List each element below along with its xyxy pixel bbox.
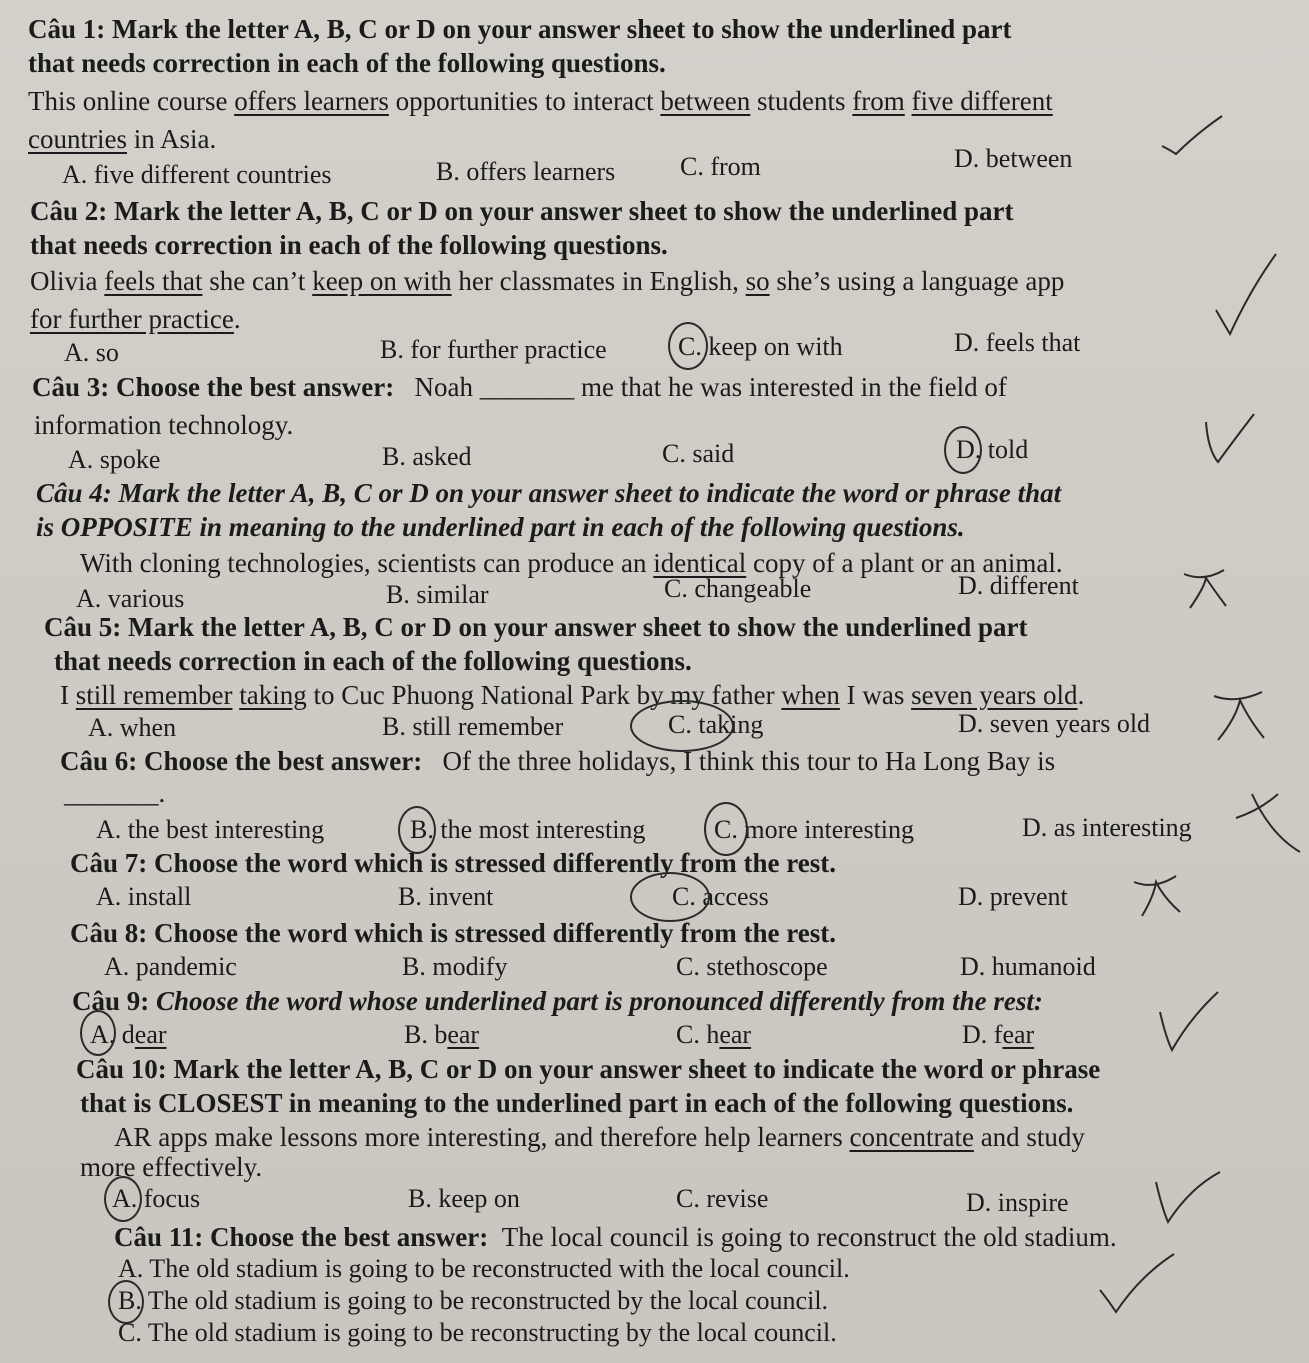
q6-option-b[interactable]: B. the most interesting xyxy=(410,815,646,844)
answer-circle-icon xyxy=(80,1010,116,1056)
q10-title: Câu 10: Mark the letter A, B, C or D on your answer sheet to indicate the word or phrase xyxy=(76,1054,1101,1084)
q8-option-d[interactable]: D. humanoid xyxy=(960,952,1096,981)
q6-blank: _______. xyxy=(64,778,166,808)
q11-sentence: Câu 11: Choose the best answer: The local council is going to reconstruct the old stadium. xyxy=(114,1222,1117,1252)
q9-option-b[interactable]: B. bear xyxy=(404,1020,480,1049)
q5-title: Câu 5: Mark the letter A, B, C or D on your answer sheet to show the underlined part xyxy=(44,612,1028,642)
q5-sentence: I still remember taking to Cuc Phuong National Park by my father when I was seven years old. xyxy=(60,680,1085,710)
q7-option-a[interactable]: A. install xyxy=(96,882,192,911)
answer-circle-icon xyxy=(668,322,708,370)
q9-option-d[interactable]: D. fear xyxy=(962,1020,1035,1049)
q1-sentence: This online course offers learners opportunities to interact between students from five different xyxy=(28,86,1053,116)
q3-option-d[interactable]: D. told xyxy=(956,435,1029,464)
q11-option-c[interactable]: C. The old stadium is going to be reconstructing by the local council. xyxy=(118,1318,837,1347)
q6-option-c[interactable]: C. more interesting xyxy=(714,815,915,844)
checkmark-icon xyxy=(1158,110,1228,160)
q1-underlined-d: between xyxy=(660,86,751,116)
checkmark-icon xyxy=(1156,988,1222,1058)
q2-sentence: Olivia feels that she can’t keep on with her classmates in English, so she’s using a language app xyxy=(30,266,1065,296)
q10-option-d[interactable]: D. inspire xyxy=(966,1188,1069,1217)
q7-title: Câu 7: Choose the word which is stressed differently from the rest. xyxy=(70,848,836,878)
q6-option-a[interactable]: A. the best interesting xyxy=(96,815,325,844)
q5-option-b[interactable]: B. still remember xyxy=(382,712,564,741)
q2-option-a[interactable]: A. so xyxy=(64,338,119,367)
q1-option-b[interactable]: B. offers learners xyxy=(436,157,616,186)
q8-option-a[interactable]: A. pandemic xyxy=(104,952,237,981)
q9-title: Câu 9: Choose the word whose underlined part is pronounced differently from the rest: xyxy=(72,986,1043,1016)
q7-option-c[interactable]: C. access xyxy=(672,882,769,911)
q10-option-b[interactable]: B. keep on xyxy=(408,1184,520,1213)
q8-option-c[interactable]: C. stethoscope xyxy=(676,952,828,981)
q1-option-a[interactable]: A. five different countries xyxy=(62,160,332,189)
q1-underlined-b: offers learners xyxy=(234,86,389,116)
q4-option-a[interactable]: A. various xyxy=(76,584,185,613)
q11-option-b[interactable]: B. The old stadium is going to be reconstructed by the local council. xyxy=(118,1286,829,1315)
q5-option-d[interactable]: D. seven years old xyxy=(958,709,1151,738)
q5-title-2: that needs correction in each of the following questions. xyxy=(54,646,692,676)
q1-option-d[interactable]: D. between xyxy=(954,144,1073,173)
checkmark-icon xyxy=(1210,250,1280,340)
q6-sentence: Câu 6: Choose the best answer: Of the three holidays, I think this tour to Ha Long Bay is xyxy=(60,746,1056,776)
q2-option-d[interactable]: D. feels that xyxy=(954,328,1081,357)
q9-option-a[interactable]: A. dear xyxy=(90,1020,167,1049)
q3-sentence: Câu 3: Choose the best answer: Noah _______ me that he was interested in the field of xyxy=(32,372,1007,402)
q2-title: Câu 2: Mark the letter A, B, C or D on your answer sheet to show the underlined part xyxy=(30,196,1014,226)
q2-option-c[interactable]: C. keep on with xyxy=(678,332,843,361)
q2-sentence-2: for further practice. xyxy=(30,304,241,334)
q3-option-c[interactable]: C. said xyxy=(662,439,735,468)
cross-mark-icon xyxy=(1230,790,1302,860)
checkmark-icon xyxy=(1096,1250,1178,1320)
q8-title: Câu 8: Choose the word which is stressed differently from the rest. xyxy=(70,918,836,948)
q6-option-d[interactable]: D. as interesting xyxy=(1022,813,1192,842)
q5-option-c[interactable]: C. taking xyxy=(668,710,764,739)
q2-option-b[interactable]: B. for further practice xyxy=(380,335,607,364)
q4-title: Câu 4: Mark the letter A, B, C or D on your answer sheet to indicate the word or phrase that xyxy=(36,478,1062,508)
q7-option-d[interactable]: D. prevent xyxy=(958,882,1068,911)
q1-sentence-2: countries in Asia. xyxy=(28,124,217,154)
q11-option-a[interactable]: A. The old stadium is going to be reconstructed with the local council. xyxy=(118,1254,850,1283)
q4-option-b[interactable]: B. similar xyxy=(386,580,489,609)
q10-sentence: AR apps make lessons more interesting, and therefore help learners concentrate and study xyxy=(114,1122,1085,1152)
q1-option-c[interactable]: C. from xyxy=(680,152,761,181)
q10-option-c[interactable]: C. revise xyxy=(676,1184,769,1213)
q3-sentence-2: information technology. xyxy=(34,410,294,440)
q6-title: Câu 6: Choose the best answer: xyxy=(60,746,423,776)
q10-title-2: that is CLOSEST in meaning to the underlined part in each of the following questions. xyxy=(80,1088,1074,1118)
cross-mark-icon xyxy=(1210,690,1270,746)
answer-circle-icon xyxy=(104,1176,142,1222)
q1-title: Câu 1: Mark the letter A, B, C or D on your answer sheet to show the underlined part xyxy=(28,14,1012,44)
cross-mark-icon xyxy=(1130,872,1186,922)
q4-sentence: With cloning technologies, scientists can produce an identical copy of a plant or an animal. xyxy=(80,548,1063,578)
q9-option-c[interactable]: C. hear xyxy=(676,1020,752,1049)
q3-option-b[interactable]: B. asked xyxy=(382,442,472,471)
q4-option-d[interactable]: D. different xyxy=(958,571,1079,600)
q1-title-2: that needs correction in each of the following questions. xyxy=(28,48,666,78)
q5-option-a[interactable]: A. when xyxy=(88,713,177,742)
q11-title: Câu 11: Choose the best answer: xyxy=(114,1222,489,1252)
answer-circle-icon xyxy=(944,426,982,474)
q3-option-a[interactable]: A. spoke xyxy=(68,445,161,474)
q2-title-2: that needs correction in each of the following questions. xyxy=(30,230,668,260)
q3-title: Câu 3: Choose the best answer: xyxy=(32,372,395,402)
checkmark-icon xyxy=(1200,410,1260,470)
answer-circle-icon xyxy=(630,872,710,922)
q10-option-a[interactable]: A. focus xyxy=(112,1184,201,1213)
q4-title-2: is OPPOSITE in meaning to the underlined part in each of the following questions. xyxy=(36,512,965,542)
checkmark-icon xyxy=(1150,1168,1224,1230)
q7-option-b[interactable]: B. invent xyxy=(398,882,494,911)
q1-underlined-c: from xyxy=(852,86,905,116)
q10-sentence-2: more effectively. xyxy=(80,1152,263,1182)
q4-option-c[interactable]: C. changeable xyxy=(664,574,812,603)
q8-option-b[interactable]: B. modify xyxy=(402,952,508,981)
q1-underlined-a: five different xyxy=(911,86,1053,116)
cross-mark-icon xyxy=(1180,566,1236,614)
